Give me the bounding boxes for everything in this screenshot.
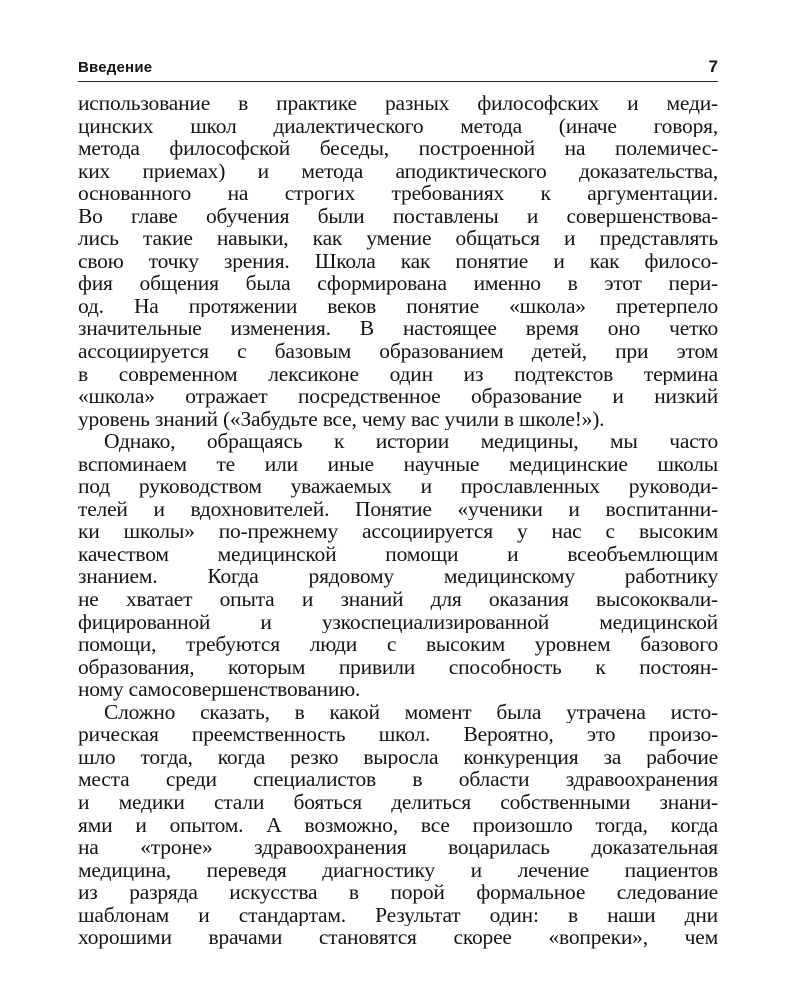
- text-line: ких приемах) и метода аподиктического доказательства,: [78, 159, 718, 183]
- text-line: помощи, требуются люди с высоким уровнем базового: [78, 633, 718, 656]
- book-page: [78, 57, 718, 949]
- text-line: медицина, переведя диагностику и лечение пациентов: [78, 858, 718, 882]
- text-line: из разряда искусства в порой формальное следование: [78, 881, 718, 904]
- text-line: качеством медицинской помощи и всеобъемлющим: [78, 542, 718, 566]
- text-line: метода философской беседы, построенной на полемичес-: [78, 137, 718, 160]
- text-line: ки школы» по-прежнему ассоциируется у нас с высоким: [78, 520, 718, 543]
- text-line: Сложно сказать, в какой момент была утрачена истo-: [104, 700, 718, 724]
- text-line: фицированной и узкоспециализированной медицинской: [78, 610, 718, 634]
- text-line: знанием. Когда рядовому медицинскому работнику: [78, 565, 718, 589]
- text-line: вспоминаем те или иные научные медицинские школы: [78, 452, 718, 476]
- text-line: цинских школ диалектического метода (иначе говоря,: [78, 114, 718, 138]
- text-line: образования, которым привили способность к постоян-: [78, 655, 718, 679]
- text-line: «школа» отражает посредственное образование и низкий: [78, 385, 718, 408]
- text-line: телей и вдохновителей. Понятие «ученики и воспитанни-: [78, 497, 718, 521]
- header-rule: [78, 81, 718, 82]
- text-line: в современном лексиконе один из подтекстов термина: [78, 362, 718, 386]
- text-line: ному самосовершенствованию.: [78, 678, 361, 701]
- text-line: од. На протяжении веков понятие «школа» претерпело: [78, 294, 718, 318]
- text-line: основанного на строгих требованиях к аргументации.: [78, 182, 718, 205]
- text-line: уровень знаний («Забудьте все, чему вас учили в школе!»).: [78, 407, 605, 431]
- text-line: рическая преемственность школ. Вероятно, это произо-: [78, 723, 718, 746]
- text-line: Во главе обучения были поставлены и совершенствова-: [78, 204, 718, 228]
- text-line: не хватает опыта и знаний для оказания высококвали-: [78, 588, 718, 611]
- text-line: значительные изменения. В настоящее время оно четко: [78, 317, 718, 341]
- text-line: Однако, обращаясь к истории медицины, мы часто: [104, 430, 718, 453]
- section-title: Введение: [78, 59, 153, 76]
- text-line: ями и опытом. А возможно, все произошло тогда, когда: [78, 813, 718, 837]
- text-line: фия общения была сформирована именно в этот пери-: [78, 272, 718, 295]
- text-line: шло тогда, когда резко выросла конкуренция за рабочие: [78, 745, 718, 769]
- body-text: [78, 92, 718, 949]
- text-line: лись такие навыки, как умение общаться и представлять: [78, 227, 718, 250]
- text-line: хорошими врачами становятся скорее «вопреки», чем: [78, 926, 718, 949]
- text-line: под руководством уважаемых и прославленных руководи-: [78, 475, 718, 498]
- text-line: ассоциируется с базовым образованием детей, при этом: [78, 340, 718, 363]
- running-header: [78, 57, 718, 77]
- text-line: шаблонам и стандартам. Результат один: в наши дни: [78, 903, 718, 927]
- text-line: свою точку зрения. Школа как понятие и как филосо-: [78, 249, 718, 273]
- text-line: на «троне» здравоохранения воцарилась доказательная: [78, 836, 718, 859]
- page-number: 7: [708, 57, 718, 76]
- text-line: и медики стали бояться делиться собственными знани-: [78, 790, 718, 814]
- text-line: использование в практике разных философских и меди-: [78, 92, 718, 115]
- text-line: места среди специалистов в области здравоохранения: [78, 768, 718, 791]
